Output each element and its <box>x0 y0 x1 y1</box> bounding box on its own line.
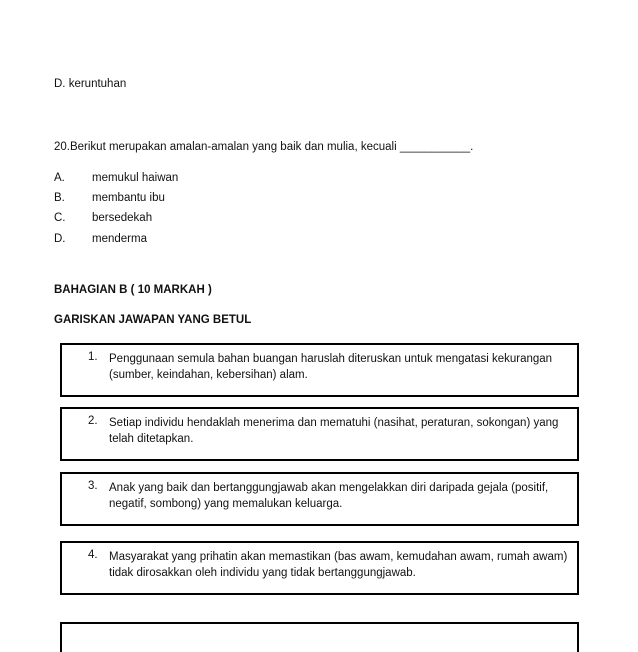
question-20-stem: 20.Berikut merupakan amalan-amalan yang baik dan mulia, kecuali ___________. <box>54 141 474 153</box>
prev-question-option-d: D. keruntuhan <box>54 78 127 90</box>
item-number: 2. <box>88 415 98 427</box>
option-text: menderma <box>92 233 147 245</box>
question-box-2 <box>60 407 579 461</box>
question-box-1 <box>60 343 579 397</box>
item-number: 4. <box>88 549 98 561</box>
item-text: Anak yang baik dan bertanggungjawab akan mengelakkan diri daripada gejala (positif, negatif, sombong) yang memalukan keluarga. <box>109 482 549 510</box>
option-letter: A. <box>54 172 65 184</box>
option-letter: C. <box>54 212 66 224</box>
item-text: Masyarakat yang prihatin akan memastikan (bas awam, kemudahan awam, rumah awam) tidak dirosakkan oleh individu yang tidak bertanggungjawab. <box>109 551 568 579</box>
question-box-4 <box>60 541 579 595</box>
section-b-title: BAHAGIAN B ( 10 MARKAH ) <box>54 284 212 296</box>
question-box-5-partial <box>60 622 579 652</box>
option-text: membantu ibu <box>92 192 165 204</box>
item-text: Setiap individu hendaklah menerima dan mematuhi (nasihat, peraturan, sokongan) yang telah ditetapkan. <box>109 417 559 445</box>
question-box-3 <box>60 472 579 526</box>
item-number: 3. <box>88 480 98 492</box>
section-b-instruction: GARISKAN JAWAPAN YANG BETUL <box>54 314 252 326</box>
option-letter: B. <box>54 192 65 204</box>
item-number: 1. <box>88 351 98 363</box>
item-text: Penggunaan semula bahan buangan haruslah diteruskan untuk mengatasi kekurangan (sumber, keindahan, kebersihan) alam. <box>109 353 553 381</box>
option-text: bersedekah <box>92 212 153 224</box>
option-letter: D. <box>54 233 66 245</box>
option-text: memukul haiwan <box>92 172 179 184</box>
